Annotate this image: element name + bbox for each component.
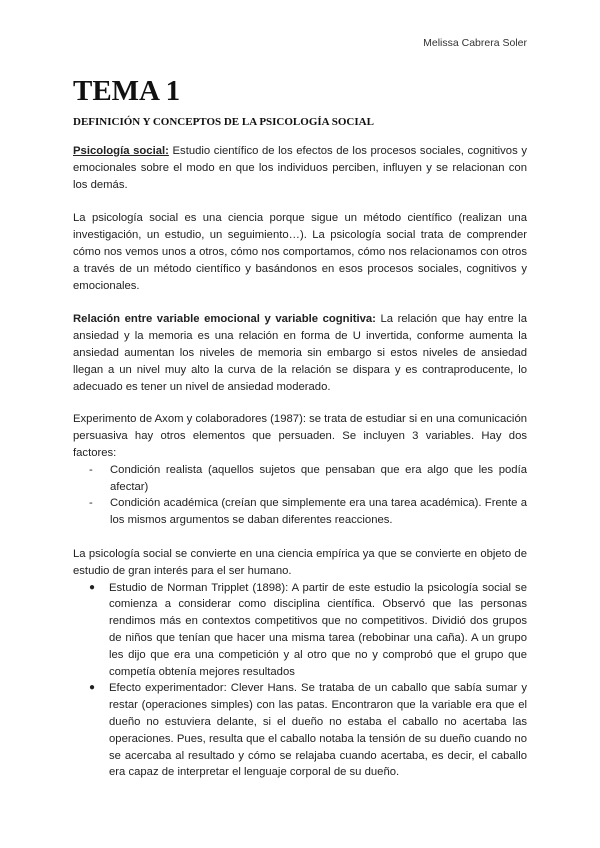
relation-paragraph: [73, 311, 527, 395]
list-item: ● Estudio de Norman Tripplet (1898): A partir de este estudio la psicología social se comienza a considerar como disciplina científica. Observó que las personas rendimos más en contextos competitivos que no competitivos. Dividió dos grupos de niños que tenían que hacer una misma tarea (rebobinar una caña). A un grupo les dijo que era una competición y al otro que no y comprobó que el grupo que competía obtenía mejores resultados: [89, 581, 527, 678]
dash-marker: -: [89, 463, 93, 476]
relation-text: La relación que hay entre la ansiedad y la memoria es una relación en forma de U invertida, conforme aumenta la ansiedad aumentan los niveles de memoria sin embargo si estos niveles de ansiedad llegan a un nivel muy alto la curva de la relación se dispara y es contraproducente, lo adecuado es tener un nivel de ansiedad moderado.: [73, 313, 527, 393]
empirical-study-list: [73, 580, 527, 782]
definition-term: Psicología social:: [73, 145, 169, 157]
list-item: ● Efecto experimentador: Clever Hans. Se trataba de un caballo que sabía sumar y restar (operaciones simples) con las patas. Encontraron que la variable era que el dueño no estuviera delante, si el dueño no estaba el caballo no acertaba las operaciones. Pues, resulta que el caballo notaba la tensión de su dueño cuando no se acercaba al resultado y cómo se relajaba cuando acertaba, es decir, el caballo era capaz de interpretar el lenguaje corporal de su dueño.: [89, 682, 527, 779]
empirical-paragraph: La psicología social se convierte en una ciencia empírica ya que se convierte en objeto de estudio de gran interés para el ser humano.: [73, 547, 527, 577]
author-name: Melissa Cabrera Soler: [423, 37, 527, 49]
page-title: TEMA 1: [73, 75, 181, 107]
science-paragraph: La psicología social es una ciencia porque sigue un método científico (realizan una investigación, un estudio, un seguimiento…). La psicología social trata de comprender cómo nos vemos unos a otros, cómo nos comportamos, cómo nos relacionamos con otros a través de un método científico y basándonos en esos procesos sociales, cognitivos y emocionales.: [73, 212, 527, 292]
dash-marker: -: [89, 497, 93, 510]
bullet-icon: ●: [89, 581, 96, 593]
relation-term: Relación entre variable emocional y variable cognitiva:: [73, 313, 376, 326]
definition-paragraph: [73, 143, 527, 193]
document-body: [73, 74, 527, 781]
list-item: - Condición académica (creían que simplemente era una tarea académica). Frente a los mismos argumentos se daban diferentes reacciones.: [89, 497, 527, 527]
page-subtitle: DEFINICIÓN Y CONCEPTOS DE LA PSICOLOGÍA SOCIAL: [73, 116, 374, 128]
bullet-icon: ●: [89, 682, 96, 694]
experiment-factor-list: [73, 462, 527, 529]
experiment-paragraph: Experimento de Axom y colaboradores (1987): se trata de estudiar si en una comunicación persuasiva hay otros elementos que persuaden. Se incluyen 3 variables. Hay dos factores:: [73, 413, 528, 459]
list-item: - Condición realista (aquellos sujetos que pensaban que era algo que les podía afectar): [89, 463, 527, 493]
definition-text: Estudio científico de los efectos de los procesos sociales, cognitivos y emocionales sobre el modo en que los individuos perciben, influyen y se relacionan con los demás.: [73, 145, 527, 191]
